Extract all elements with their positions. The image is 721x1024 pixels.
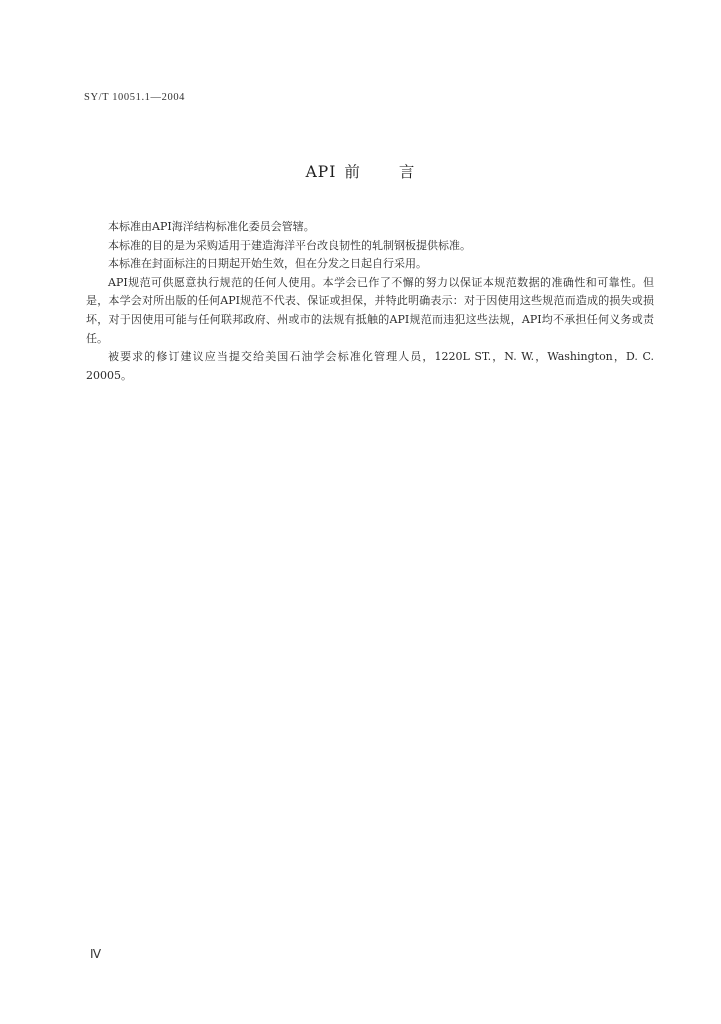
page-title (0, 160, 721, 182)
standard-code: SY/T 10051.1—2004 (84, 92, 186, 103)
title-char-1: 前 (344, 163, 361, 181)
page-number: Ⅳ (90, 947, 102, 961)
paragraph: 被要求的修订建议应当提交给美国石油学会标准化管理人员，1220L ST.，N. W.，Washington，D. C. 20005。 (86, 350, 654, 382)
paragraph: 本标准由API海洋结构标准化委员会管辖。 (108, 220, 315, 233)
foreword-body (86, 218, 654, 385)
paragraph: 本标准的目的是为采购适用于建造海洋平台改良韧性的轧制钢板提供标准。 (108, 238, 471, 252)
title-char-2: 言 (398, 163, 416, 181)
title-prefix: API (305, 163, 337, 181)
paragraph: API规范可供愿意执行规范的任何人使用。本学会已作了不懈的努力以保证本规范数据的准确性和可靠性。但是，本学会对所出版的任何API规范不代表、保证或担保，并特此明确表示：对于因使用这些规范而造成的损失或损坏，对于因使用可能与任何联邦政府、州或市的法规有抵触的API规范而违犯这些法规，API均不承担任何义务或责任。 (86, 275, 654, 345)
paragraph: 本标准在封面标注的日期起开始生效，但在分发之日起自行采用。 (108, 257, 427, 271)
